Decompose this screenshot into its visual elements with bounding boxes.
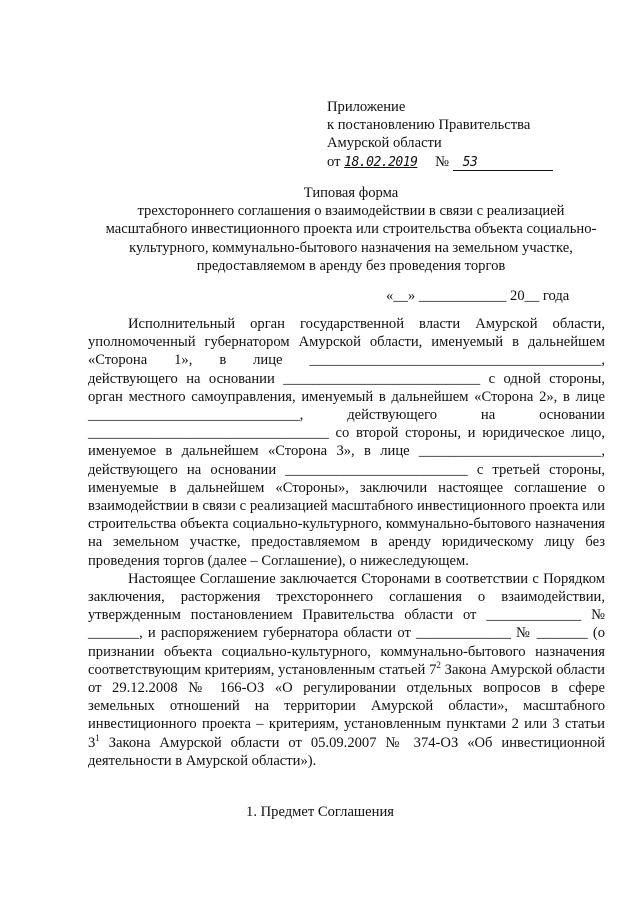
number-label: № <box>435 153 450 170</box>
paragraph-basis-part-1: Настоящее Соглашение заключается Сторонами в соответствии с Порядком заключения, расторжения трехстороннего соглашения о взаимодействии, утвержденным постановлением Правительства области от _____________ № _______, и распоряжением губернатора области от _____________ № _______ (о признании объекта социально-культурного, коммунально-бытового назначения соответствующим критериям, установленным статьей 7 <box>88 570 605 678</box>
title-line-3: культурного, коммунально-бытового назначения на земельном участке, <box>129 239 573 256</box>
superscript-article-7: 2 <box>436 660 441 670</box>
document-title <box>96 184 606 275</box>
appendix-title: Приложение <box>327 99 406 115</box>
appendix-region-line: Амурской области <box>327 135 442 152</box>
handwritten-date: 18.02.2019 <box>344 154 418 170</box>
section-heading: 1. Предмет Соглашения <box>246 804 394 820</box>
superscript-article-3: 1 <box>95 732 100 743</box>
appendix-resolution-line: к постановлению Правительства <box>327 117 531 134</box>
from-label: от <box>327 153 341 170</box>
title-heading: Типовая форма <box>303 185 399 201</box>
appendix-block <box>327 98 587 172</box>
paragraph-basis <box>88 570 605 770</box>
handwritten-number-text: 53 <box>462 154 478 170</box>
title-line-2: масштабного инвестиционного проекта или строительства объекта социально- <box>105 221 597 238</box>
handwritten-number <box>453 156 553 171</box>
document-body <box>88 315 605 770</box>
title-line-4: предоставляемом в аренду без проведения торгов <box>196 257 506 274</box>
paragraph-parties: Исполнительный орган государственной власти Амурской области, уполномоченный губернатором Амурской области, именуемый в дальнейшем «Сторона 1», в лице ________________________________________, действующего на основании ___________________________ с одной стороны, орган местного самоуправления, именуемый в дальнейшем «Сторона 2», в лице _____________________________, действующего на основании _________________________________ со второй стороны, и юридическое лицо, именуемое в дальнейшем «Сторона 3», в лице _________________________, действующего на основании _________________________ с третьей стороны, именуемые в дальнейшем «Стороны», заключили настоящее соглашение о взаимодействии в связи с реализацией масштабного инвестиционного проекта или строительства объекта социально-культурного, коммунально-бытового назначения на земельном участке, предоставляемом в аренду юридическому лицу без проведения торгов (далее – Соглашение), о нижеследующем. <box>88 316 605 569</box>
paragraph-basis-part-2: Закона Амурской области от 29.12.2008 № 166-ОЗ «О регулировании отдельных вопросов в сфере земельных отношений на территории Амурской области», масштабного инвестиционного проекта – критериям, установленным пунктами 2 или 3 статьи 3 <box>88 661 605 751</box>
appendix-date-line <box>327 153 587 172</box>
paragraph-basis-part-3: Закона Амурской области от 05.09.2007 № 374-ОЗ «Об инвестиционной деятельности в Амурской области»). <box>88 734 605 769</box>
title-line-1: трехстороннего соглашения о взаимодействии в связи с реализацией <box>137 203 565 220</box>
agreement-date-line: «__» ____________ 20__ года <box>386 288 570 304</box>
